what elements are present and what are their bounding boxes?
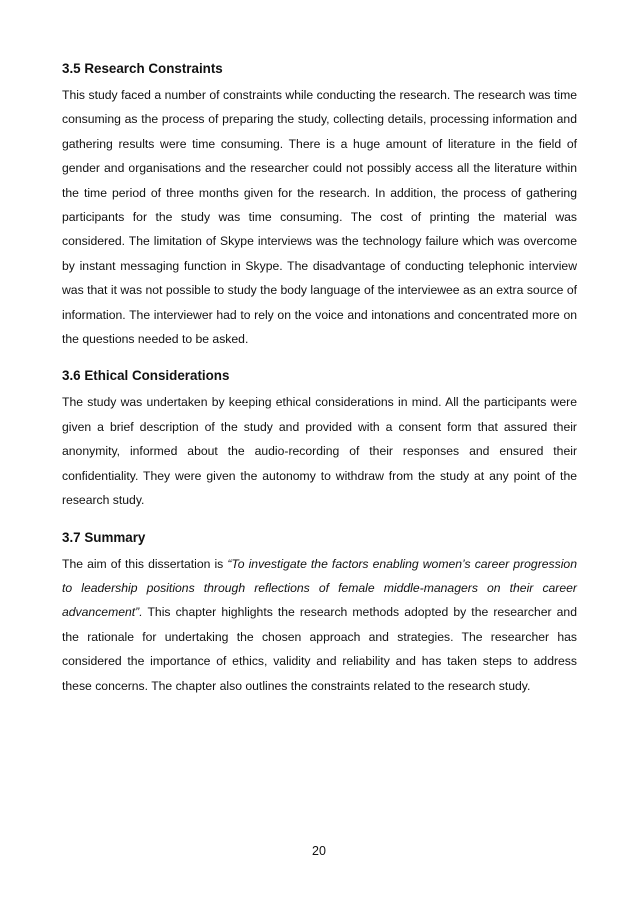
section-paragraph: The study was undertaken by keeping ethical considerations in mind. All the participants were given a brief description of the study and provided with a consent form that assured their anonymity, informed about the audio-recording of their responses and ensured their confidentiality. They were given the autonomy to withdraw from the study at any point of the research study. — [62, 395, 577, 508]
paragraph-text: This chapter highlights the research methods adopted by the researcher and the rationale for undertaking the chosen approach and strategies. The researcher has considered the importance of ethics, validity and reliability and has taken steps to address these concerns. The chapter also outlines the constraints related to the research study. — [62, 605, 577, 693]
section-heading: 3.7 Summary — [62, 529, 146, 545]
section-paragraph: This study faced a number of constraints while conducting the research. The research was time consuming as the process of preparing the study, collecting details, processing information and gathering results were time consuming. There is a huge amount of literature in the field of gender and organisations and the researcher could not possibly access all the literature within the time period of three months given for the research. In addition, the process of gathering participants for the study was time consuming. The cost of printing the material was considered. The limitation of Skype interviews was the technology failure which was overcome by instant messaging function in Skype. The disadvantage of conducting telephonic interview was that it was not possible to study the body language of the interviewee as an extra source of information. The interviewer had to rely on the voice and intonations and concentrated more on the questions needed to be asked. — [62, 88, 577, 347]
section-heading: 3.6 Ethical Considerations — [62, 368, 230, 384]
section-ethical-considerations — [62, 367, 577, 512]
section-summary — [62, 529, 577, 698]
document-page — [62, 60, 577, 698]
section-research-constraints — [62, 60, 577, 351]
dissertation-aim-quote: “To investigate the factors enabling women’s career progression to leadership positions through reflections of female middle-managers on their career advancement”. — [62, 556, 577, 620]
section-paragraph — [62, 552, 577, 698]
paragraph-text: The aim of this dissertation is — [62, 556, 228, 571]
section-heading: 3.5 Research Constraints — [62, 61, 223, 76]
page-number: 20 — [312, 844, 326, 858]
